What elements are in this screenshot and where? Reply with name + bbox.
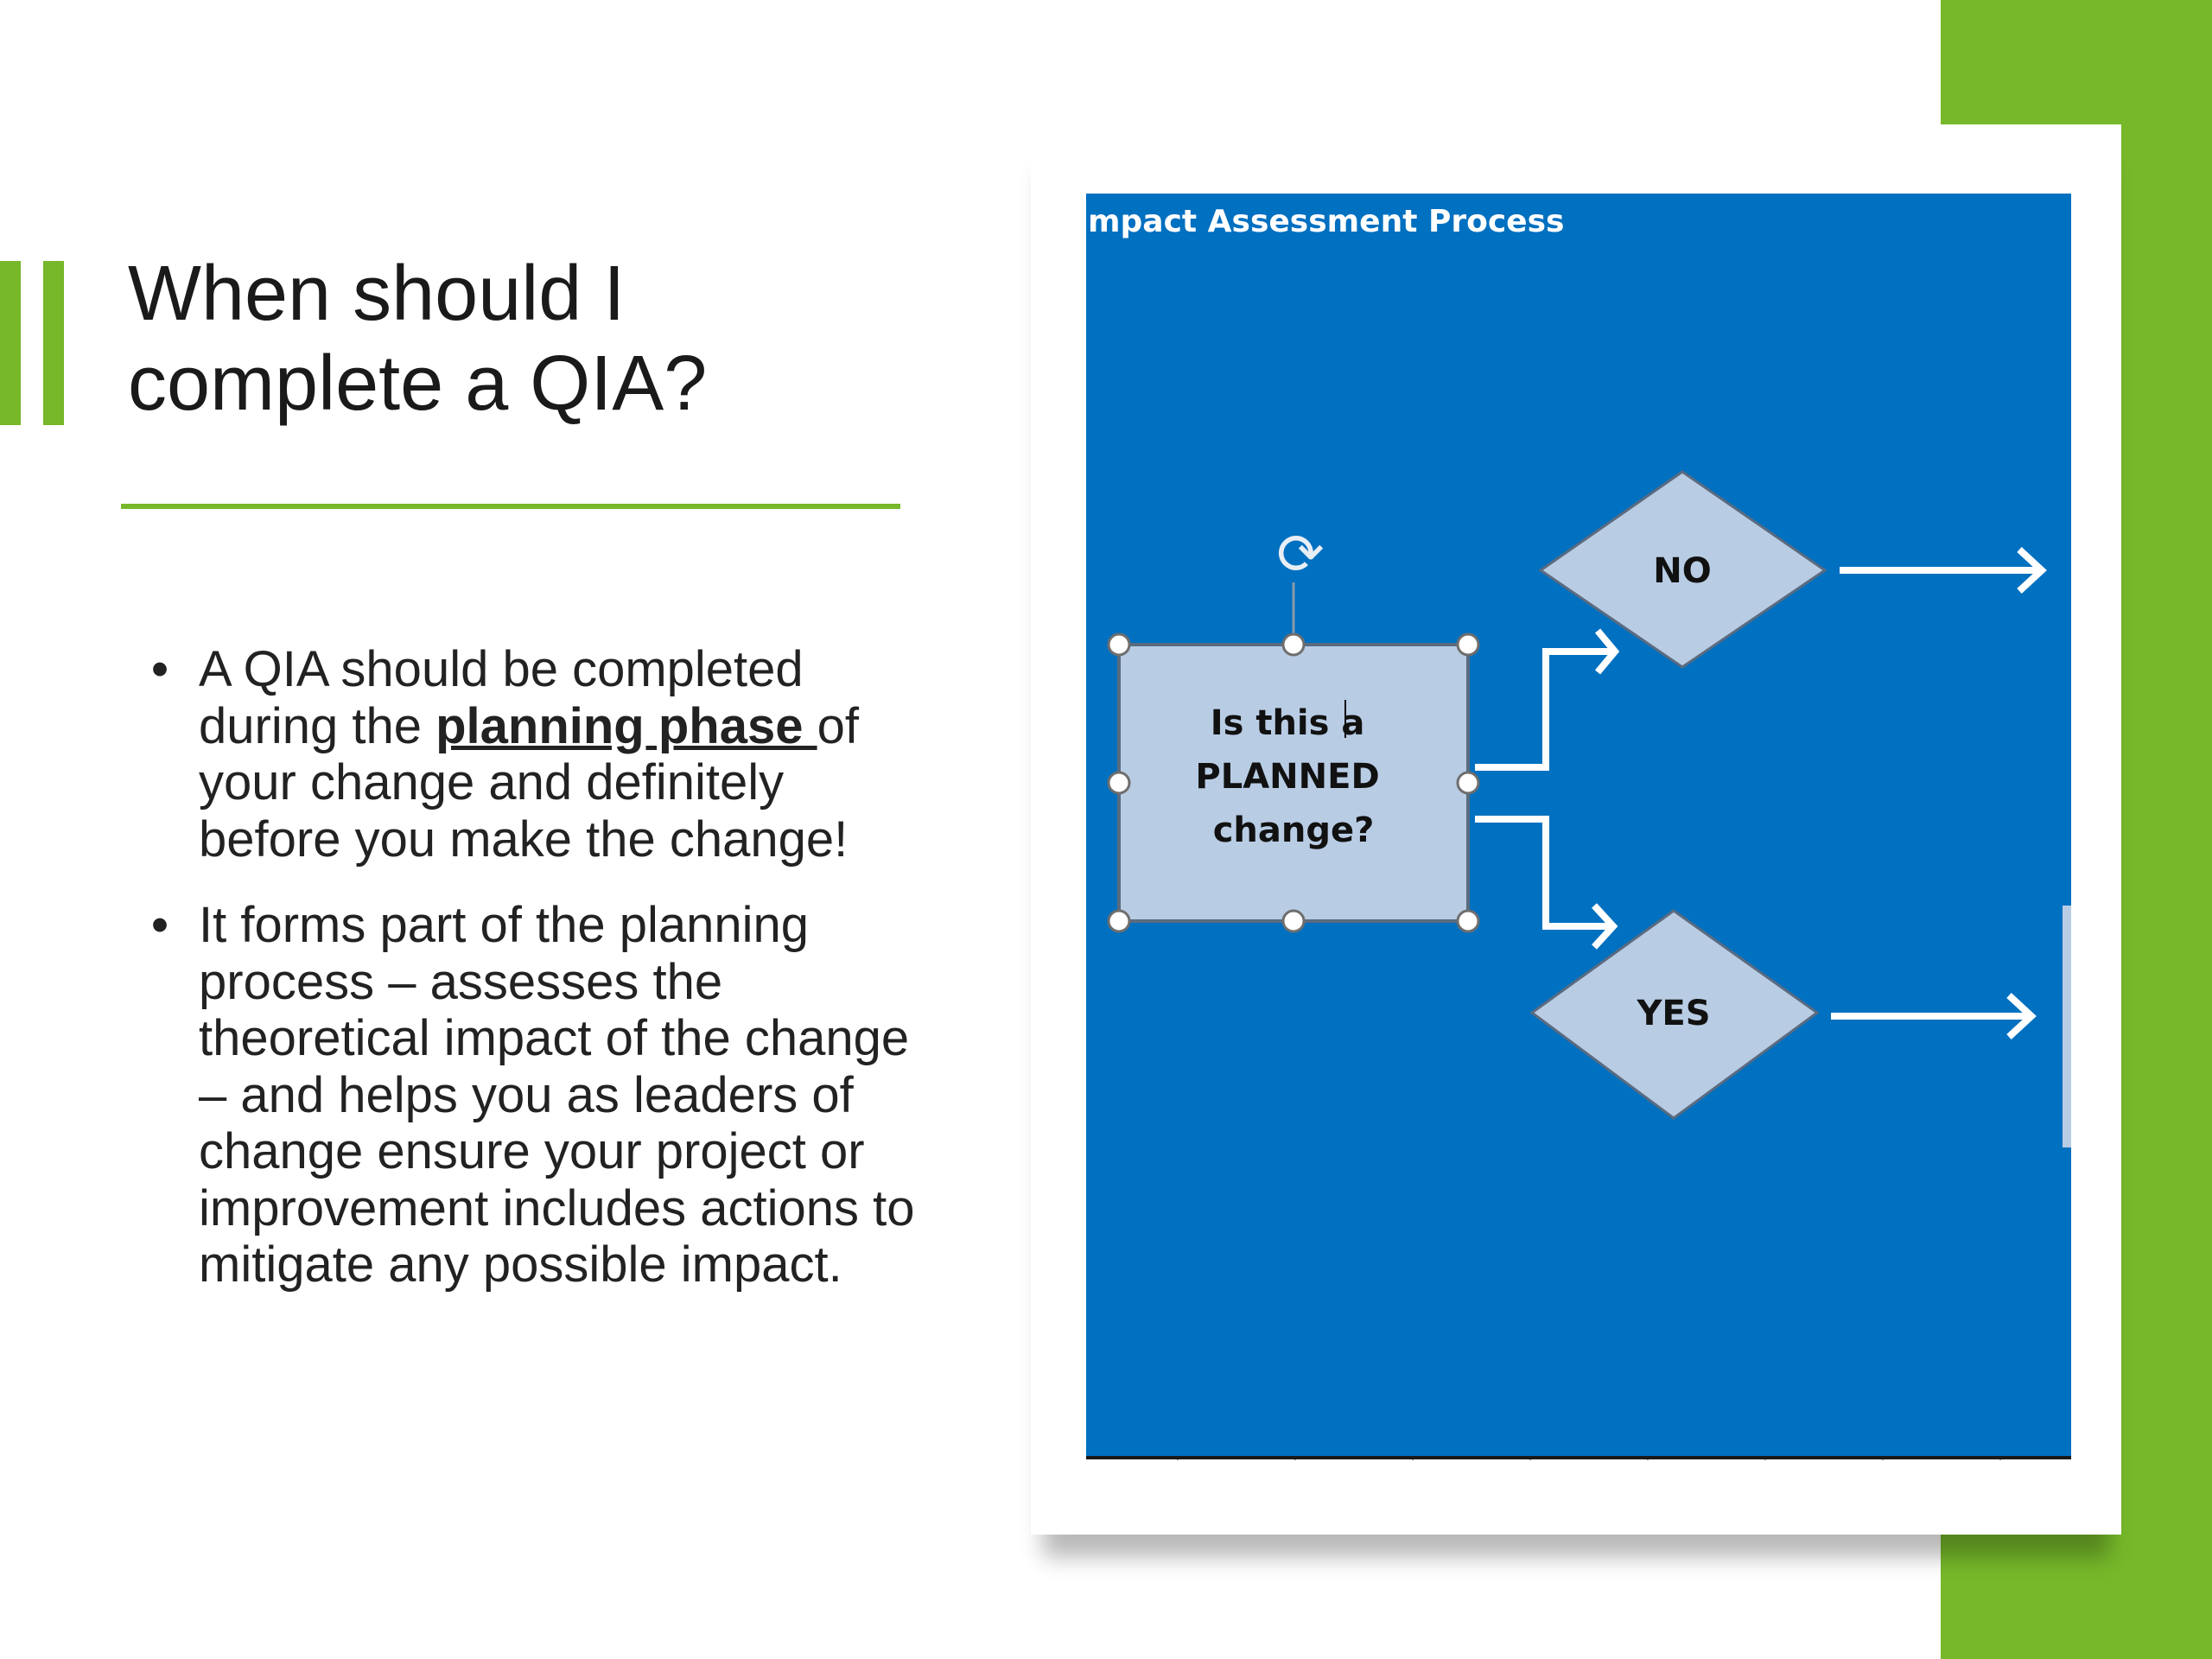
bullet-glyph: • (150, 897, 169, 953)
title-accent-bar-right (43, 261, 64, 425)
bullet-glyph: • (150, 641, 169, 697)
flowchart-image[interactable] (1086, 194, 2071, 1460)
resize-handle-top-right[interactable] (1458, 634, 1478, 655)
process-box-line: PLANNED (1195, 757, 1380, 797)
bullet-text: of your change and definitely before you make the change! (199, 697, 859, 868)
bullet-list[interactable] (138, 641, 933, 1323)
resize-handle-bottom[interactable] (1283, 911, 1304, 931)
resize-handle-bottom-left[interactable] (1109, 911, 1129, 931)
decision-yes-label: YES (1637, 994, 1711, 1033)
process-box-text[interactable] (1195, 703, 1391, 850)
bullet-text: It forms part of the planning process – assesses the theoretical impact of the change – and helps you as leaders of change ensure your project or improvement includes actions to mitigate any possible impact. (199, 897, 915, 1293)
title-divider (121, 504, 900, 509)
rotate-handle-icon[interactable]: ⟳ (1276, 521, 1325, 588)
partial-shape-edge (2063, 906, 2071, 1147)
resize-handle-top-left[interactable] (1109, 634, 1129, 655)
decision-no-label: NO (1653, 551, 1712, 591)
resize-handle-right[interactable] (1458, 772, 1478, 793)
process-box-line: Is this a (1210, 703, 1365, 743)
bullet-text: A QIA should be completed during the (199, 641, 804, 754)
title-accent-bar-left (0, 261, 21, 425)
resize-handle-left[interactable] (1109, 772, 1129, 793)
resize-handle-top[interactable] (1283, 634, 1304, 655)
process-box-line: change? (1212, 810, 1375, 850)
bullet-item[interactable] (138, 897, 933, 1294)
diagram-header: mpact Assessment Process (1088, 204, 1565, 239)
resize-handle-bottom-right[interactable] (1458, 911, 1478, 931)
slide-title[interactable]: When should I complete a QIA? (128, 251, 708, 427)
bullet-item[interactable] (138, 641, 933, 868)
worksheet-gridline-ticks (1178, 1459, 2000, 1460)
bullet-emphasis: planning phase (435, 697, 817, 754)
